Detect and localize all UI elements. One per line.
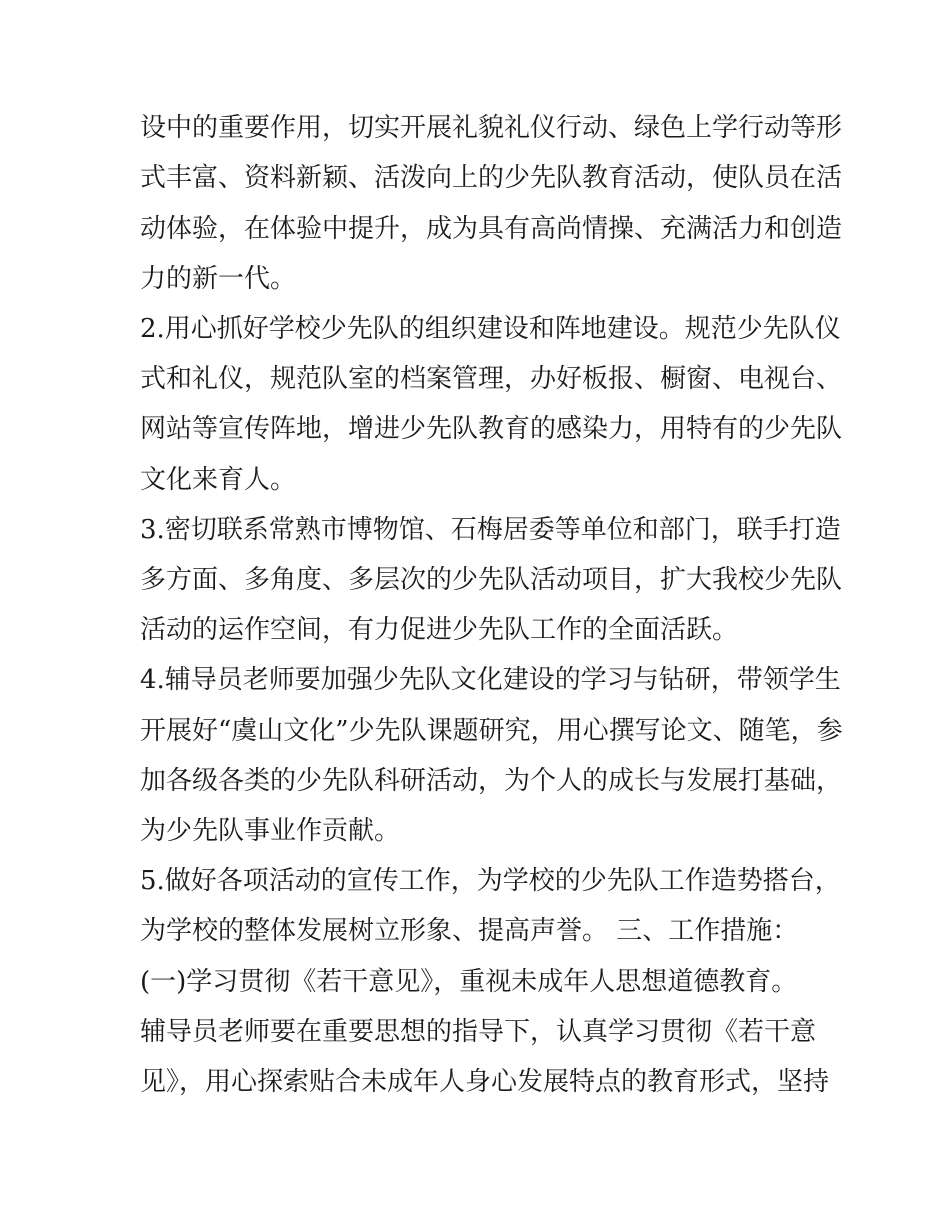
text-line: 辅导员老师要在重要思想的指导下，认真学习贯彻《若干意 [140,1017,817,1047]
text-line: (一)学习贯彻《若干意见》，重视未成年人思想道德教育。 [140,967,798,997]
text-line: 4.辅导员老师要加强少先队文化建设的学习与钻研，带领学生 [140,665,841,695]
text-line: 加各级各类的少先队科研活动，为个人的成长与发展打基础， [140,766,843,796]
text-line: 3.密切联系常熟市博物馆、石梅居委等单位和部门，联手打造 [140,515,841,545]
text-line: 文化来育人。 [140,465,297,495]
text-line: 网站等宣传阵地，增进少先队教育的感染力，用特有的少先队 [140,414,843,444]
text-line: 为少先队事业作贡献。 [140,816,401,846]
text-line: 式和礼仪，规范队室的档案管理，办好板报、橱窗、电视台、 [140,364,843,394]
text-line: 5.做好各项活动的宣传工作，为学校的少先队工作造势搭台， [140,866,841,896]
text-line: 见》，用心探索贴合未成年人身心发展特点的教育形式，坚持 [140,1067,830,1097]
text-line: 式丰富、资料新颖、活泼向上的少先队教育活动，使队员在活 [140,163,843,193]
text-line: 动体验，在体验中提升，成为具有高尚情操、充满活力和创造 [140,214,843,244]
text-line: 力的新一代。 [140,264,297,294]
text-line: 活动的运作空间，有力促进少先队工作的全面活跃。 [140,615,739,645]
text-line: 为学校的整体发展树立形象、提高声誉。 三、工作措施： [140,916,799,946]
text-line: 设中的重要作用，切实开展礼貌礼仪行动、绿色上学行动等形 [140,113,843,143]
text-line: 开展好“虞山文化”少先队课题研究，用心撰写论文、随笔，参 [140,716,843,746]
text-line: 2.用心抓好学校少先队的组织建设和阵地建设。规范少先队仪 [140,314,841,344]
text-line: 多方面、多角度、多层次的少先队活动项目，扩大我校少先队 [140,565,843,595]
